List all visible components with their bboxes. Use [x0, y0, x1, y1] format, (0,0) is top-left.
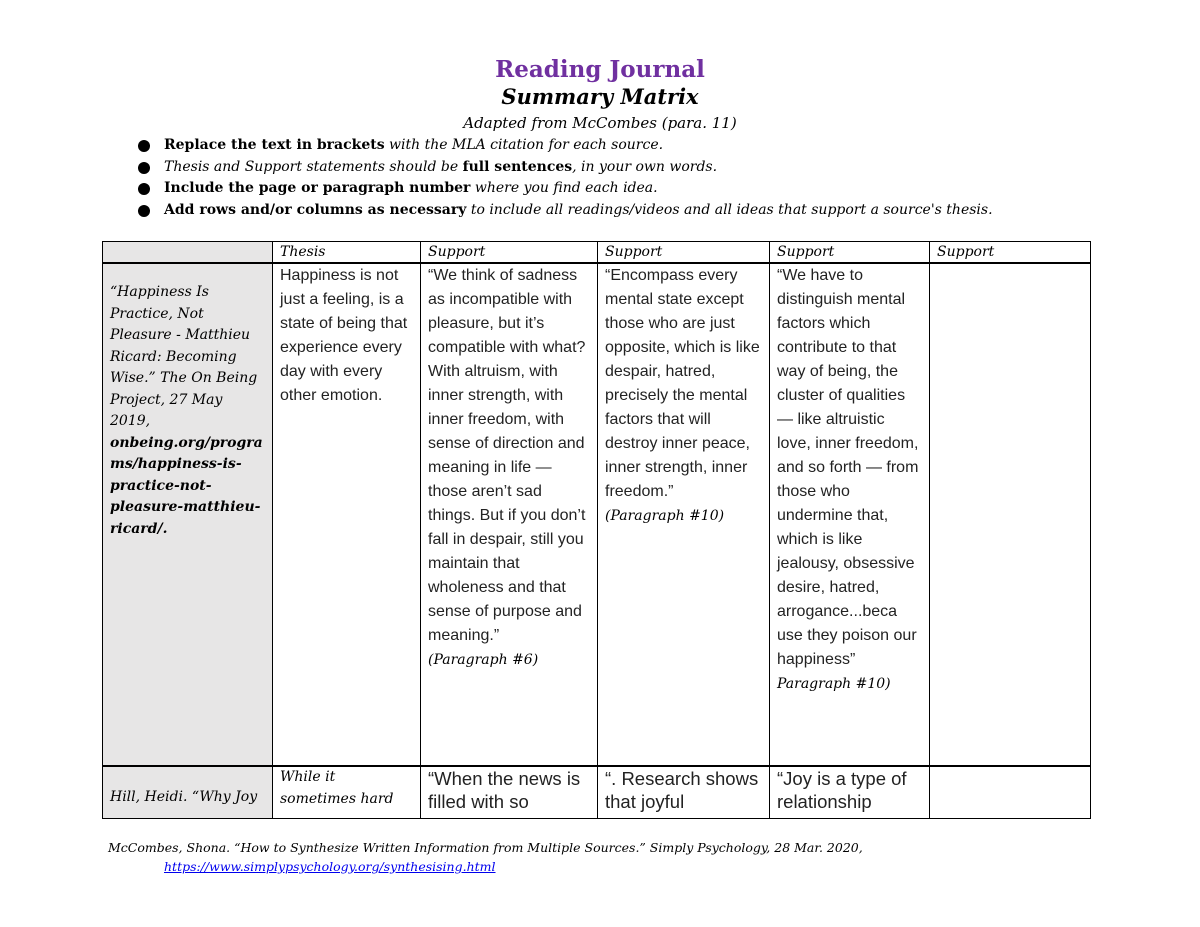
support-text: “Joy is a type of relationship: [777, 768, 907, 812]
document-subtitle: Summary Matrix: [501, 84, 699, 109]
paragraph-citation: (Paragraph #10): [605, 508, 725, 524]
support-cell[interactable]: [598, 263, 770, 766]
header-cell-support: Support: [598, 242, 770, 264]
table-header-row: [103, 242, 1091, 264]
thesis-cell[interactable]: [273, 263, 421, 766]
source-cell[interactable]: [103, 766, 273, 819]
instruction-item: Thesis and Support statements should be full sentences, in your own words.: [138, 157, 993, 179]
paragraph-citation: Paragraph #10): [777, 676, 891, 692]
bullet-icon: [138, 140, 150, 152]
table-row: [103, 263, 1091, 766]
thesis-text: While it sometimes hard: [280, 769, 394, 807]
support-cell[interactable]: [598, 766, 770, 819]
paragraph-citation: (Paragraph #6): [428, 652, 539, 668]
support-text: “. Research shows that joyful: [605, 768, 759, 812]
support-cell[interactable]: [930, 766, 1091, 819]
support-text: “Encompass every mental state except those who are just opposite, which is like despair, hatred, precisely the mental factors that will destroy inner peace, inner strength, inner freedom.”: [605, 267, 760, 500]
support-text: “When the news is filled with so: [428, 768, 581, 812]
bullet-icon: [138, 183, 150, 195]
support-cell[interactable]: [770, 263, 930, 766]
works-cited-footer: [108, 838, 863, 876]
support-text: “We think of sadness as incompatible with pleasure, but it’s compatible with what? With altruism, with inner strength, with inner freedom, with sense of direction and meaning in life — those aren’t sad things. But if you don’t fall in despair, still you maintain that wholeness and that sense of purpose and meaning.”: [428, 267, 586, 644]
support-cell[interactable]: [421, 263, 598, 766]
source-cell[interactable]: [103, 263, 273, 766]
instruction-item: Include the page or paragraph number where you find each idea.: [138, 178, 993, 200]
source-link: onbeing.org/progra ms/happiness-is-practice-not-pleasure-matthieu-ricard/.: [110, 434, 263, 537]
adapted-note: Adapted from McCombes (para. 11): [463, 114, 737, 132]
table-row: [103, 766, 1091, 819]
instructions-list: [138, 135, 993, 221]
source-citation: Hill, Heidi. “Why Joy: [110, 789, 258, 805]
thesis-text: Happiness is not just a feeling, is a state of being that experience every day with every other emotion.: [280, 267, 408, 404]
bullet-icon: [138, 162, 150, 174]
instruction-item: Replace the text in brackets with the MLA citation for each source.: [138, 135, 993, 157]
footer-citation: McCombes, Shona. “How to Synthesize Written Information from Multiple Sources.” Simply Psychology, 28 Mar. 2020,: [108, 840, 863, 855]
header-cell-source: [103, 242, 273, 264]
header-cell-support: Support: [770, 242, 930, 264]
document-title: Reading Journal: [495, 56, 705, 83]
header-cell-thesis: Thesis: [273, 242, 421, 264]
support-cell[interactable]: [770, 766, 930, 819]
header-cell-support: Support: [930, 242, 1091, 264]
support-cell[interactable]: [421, 766, 598, 819]
header-cell-support: Support: [421, 242, 598, 264]
footer-link[interactable]: https://www.simplypsychology.org/synthesising.html: [164, 859, 496, 874]
thesis-cell[interactable]: [273, 766, 421, 819]
support-cell[interactable]: [930, 263, 1091, 766]
bullet-icon: [138, 205, 150, 217]
source-citation: “Happiness Is Practice, Not Pleasure - Matthieu Ricard: Becoming Wise.” The On Being Project, 27 May 2019,: [110, 284, 258, 429]
summary-matrix-table: [102, 241, 1091, 819]
instruction-item: Add rows and/or columns as necessary to include all readings/videos and all ideas that support a source's thesis.: [138, 200, 993, 222]
support-text: “We have to distinguish mental factors which contribute to that way of being, the cluster of qualities — like altruistic love, inner freedom, and so forth — from those who undermine that, which is like jealousy, obsessive desire, hatred, arrogance...beca use they poison our happiness”: [777, 267, 919, 668]
